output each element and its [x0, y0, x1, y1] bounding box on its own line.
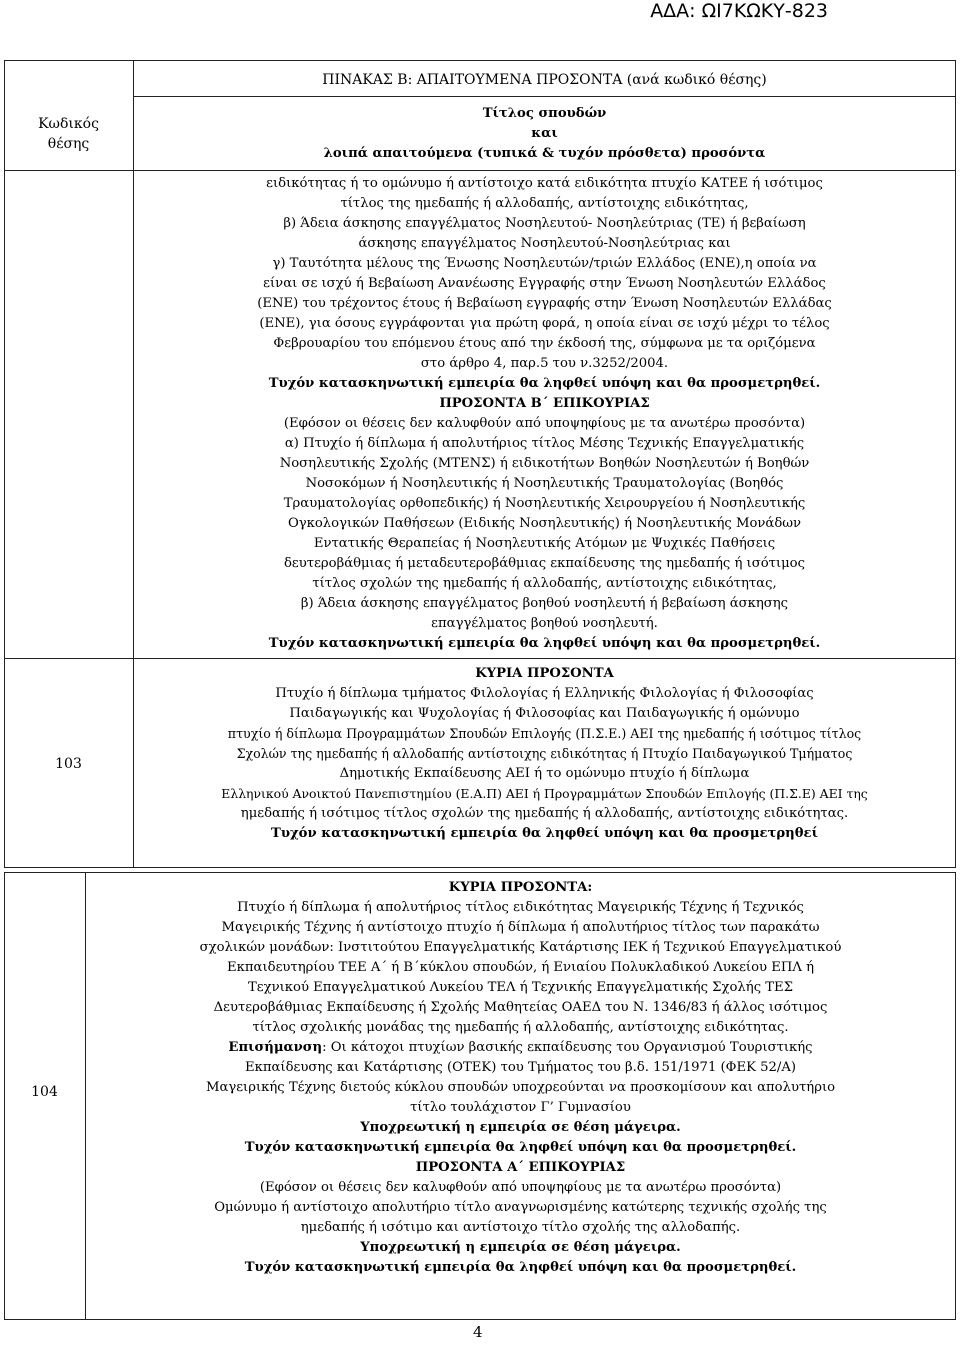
text-line: α) Πτυχίο ή δίπλωμα ή απολυτήριος τίτλος Μέσης Τεχνικής Επαγγελματικής [284, 436, 805, 451]
text-line: επαγγέλματος βοηθού νοσηλευτή. [431, 616, 658, 631]
text-line: (Εφόσον οι θέσεις δεν καλυφθούν από υποψηφίους με τα ανωτέρω προσόντα) [283, 416, 806, 431]
text-line: ημεδαπής ή ισότιμος τίτλος σχολών της ημεδαπής ή αλλοδαπής, αντίστοιχης ειδικότητας. [240, 806, 849, 821]
section-heading: ΚΥΡΙΑ ΠΡΟΣΟΝΤΑ [475, 666, 614, 681]
text-line: Ελληνικού Ανοικτού Πανεπιστημίου (Ε.Α.Π) ΑΕΙ ή Προγραμμάτων Σπουδών Επιλογής (Π.Σ.Ε) ΑΕΙ της [221, 786, 868, 801]
bold-note: Τυχόν κατασκηνωτική εμπειρία θα ληφθεί υπόψη και θα προσμετρηθεί [271, 826, 818, 841]
text-line: στο άρθρο 4, παρ.5 του ν.3252/2004. [420, 356, 669, 371]
text-line: πτυχίο ή δίπλωμα Προγραμμάτων Σπουδών Επιλογής (Π.Σ.Ε.) ΑΕΙ της ημεδαπής ή ισότιμος τίτλος [227, 726, 862, 741]
text-line: β) Άδεια άσκησης επαγγέλματος Νοσηλευτού- Νοσηλεύτριας (ΤΕ) ή βεβαίωση [283, 216, 806, 231]
text-line: Εκπαίδευσης και Κατάρτισης (ΟΤΕΚ) του Τμήματος του β.δ. 151/1971 (ΦΕΚ 52/Α) [244, 1060, 797, 1075]
text-line: Μαγειρικής Τέχνης διετούς κύκλου σπουδών υποχρεούνται να προσκομίσουν και απολυτήριο [205, 1080, 836, 1095]
col-header-line1: Τίτλος σπουδών [482, 106, 607, 121]
text-line: άσκησης επαγγέλματος Νοσηλευτού-Νοσηλεύτριας και [358, 236, 731, 251]
col-qualifications-header [133, 104, 956, 164]
header-row-divider [4, 170, 956, 171]
section-heading: ΠΡΟΣΟΝΤΑ Α΄ ΕΠΙΚΟΥΡΙΑΣ [415, 1160, 626, 1175]
section-heading: ΠΡΟΣΟΝΤΑ Β΄ ΕΠΙΚΟΥΡΙΑΣ [439, 396, 650, 411]
text-line: Τεχνικού Επαγγελματικού Λυκείου ΤΕΛ ή Τεχνικής Επαγγελματικής Σχολής ΤΕΣ [247, 980, 794, 995]
text-line: ειδικότητας ή το ομώνυμο ή αντίστοιχο κατά ειδικότητα πτυχίο ΚΑΤΕΕ ή ισότιμος [266, 176, 823, 191]
bold-note: Τυχόν κατασκηνωτική εμπειρία θα ληφθεί υπόψη και θα προσμετρηθεί. [268, 636, 821, 651]
text-line: τίτλος σχολικής μονάδας της ημεδαπής ή αλλοδαπής, αντίστοιχης ειδικότητας. [252, 1020, 789, 1035]
bold-note: Τυχόν κατασκηνωτική εμπειρία θα ληφθεί υπόψη και θα προσμετρηθεί. [268, 376, 821, 391]
text-line: είναι σε ισχύ ή Βεβαίωση Ανανέωσης Εγγραφής στην Ένωση Νοσηλευτών Ελλάδος [263, 276, 826, 291]
text-line: Εκπαιδευτηρίου ΤΕΕ Α΄ ή Β΄κύκλου σπουδών, ή Ενιαίου Πολυκλαδικού Λυκείου ΕΠΛ ή [227, 960, 814, 975]
ada-code: ΑΔΑ: ΩΙ7ΚΩΚΥ-823 [650, 0, 828, 22]
text-line: (Εφόσον οι θέσεις δεν καλυφθούν από υποψηφίους με τα ανωτέρω προσόντα) [259, 1180, 782, 1195]
text-line: τίτλο τουλάχιστον Γ’ Γυμνασίου [410, 1100, 631, 1115]
bold-note: Υποχρεωτική η εμπειρία σε θέση μάγειρα. [360, 1120, 681, 1135]
text-line: (ΕΝΕ), για όσους εγγράφονται για πρώτη φορά, η οποία είναι σε ισχύ μέχρι το τέλος [259, 316, 830, 331]
col-code-header-line1: Κωδικός [38, 116, 99, 132]
note-label: Επισήμανση [228, 1040, 323, 1055]
note-line [85, 1038, 956, 1058]
requirements-table [4, 60, 956, 1320]
bold-note: Τυχόν κατασκηνωτική εμπειρία θα ληφθεί υπόψη και θα προσμετρηθεί. [244, 1140, 797, 1155]
text-line: β) Άδεια άσκησης επαγγέλματος βοηθού νοσηλευτή ή βεβαίωση άσκησης [300, 596, 789, 611]
text-line: Μαγειρικής Τέχνης ή αντίστοιχο πτυχίο ή δίπλωμα ή απολυτήριος τίτλος των παρακάτω [221, 920, 820, 935]
bold-note: Τυχόν κατασκηνωτική εμπειρία θα ληφθεί υπόψη και θα προσμετρηθεί. [244, 1260, 797, 1275]
col-header-line3: λοιπά απαιτούμενα (τυπικά & τυχόν πρόσθετα) προσόντα [323, 146, 766, 161]
text-line: Ογκολογικών Παθήσεων (Ειδικής Νοσηλευτικής) ή Νοσηλευτικής Μονάδων [287, 516, 802, 531]
text-line: δευτεροβάθμιας ή μεταδευτεροβάθμιας εκπαίδευσης της ημεδαπής ή ισότιμος [283, 556, 806, 571]
text-line: Δευτεροβάθμιας Εκπαίδευσης ή Σχολής Μαθητείας ΟΑΕΔ του Ν. 1346/83 ή άλλος ισότιμος [213, 1000, 828, 1015]
bold-note: Υποχρεωτική η εμπειρία σε θέση μάγειρα. [360, 1240, 681, 1255]
title-row-divider [133, 96, 956, 97]
text-line: Νοσοκόμων ή Νοσηλευτικής ή Νοσηλευτικής Τραυματολογίας (Βοηθός [305, 476, 784, 491]
col-code-header-line2: θέσης [47, 136, 90, 152]
text-line: Παιδαγωγικής και Ψυχολογίας ή Φιλοσοφίας και Παιδαγωγικής ή ομώνυμο [289, 706, 800, 721]
col-header-line2: και [531, 126, 558, 141]
position-code: 104 [31, 1084, 58, 1100]
page-number: 4 [473, 1323, 483, 1341]
text-line: ημεδαπής ή ισότιμο και αντίστοιχο τίτλο σχολής της αλλοδαπής. [300, 1220, 741, 1235]
row-103-content [133, 664, 956, 844]
text-line: Σχολών της ημεδαπής ή αλλοδαπής αντίστοιχης ειδικότητας ή Πτυχίο Παιδαγωγικού Τμήματος [236, 746, 853, 761]
text-line: Δημοτικής Εκπαίδευσης ΑΕΙ ή το ομώνυμο πτυχίο ή δίπλωμα [339, 766, 750, 781]
table-title: ΠΙΝΑΚΑΣ Β: ΑΠΑΙΤΟΥΜΕΝΑ ΠΡΟΣΟΝΤΑ (ανά κωδικό θέσης) [322, 72, 767, 88]
text-line: τίτλος σχολών της ημεδαπής ή αλλοδαπής, αντίστοιχης ειδικότητας, [312, 576, 777, 591]
text-line: Φεβρουαρίου του επόμενου έτους από την έκδοσή της, σύμφωνα με τα οριζόμενα [273, 336, 816, 351]
text-line: Τραυματολογίας ορθοπεδικής) ή Νοσηλευτικής Χειρουργείου ή Νοσηλευτικής [283, 496, 806, 511]
text-line: γ) Ταυτότητα μέλους της Ένωσης Νοσηλευτών/τριών Ελλάδος (ΕΝΕ),η οποία να [272, 256, 817, 271]
text-line: σχολικών μονάδων: Ινστιτούτου Επαγγελματικής Κατάρτισης ΙΕΚ ή Τεχνικού Επαγγελματικού [199, 940, 842, 955]
col-code-header [4, 114, 133, 154]
note-text: : Οι κάτοχοι πτυχίων βασικής εκπαίδευσης του Οργανισμού Τουριστικής [322, 1040, 813, 1055]
text-line: (ΕΝΕ) του τρέχοντος έτους ή Βεβαίωση εγγραφής στην Ένωση Νοσηλευτών Ελλάδας [257, 296, 832, 311]
row-prev-content [133, 174, 956, 654]
text-line: Νοσηλευτικής Σχολής (ΜΤΕΝΣ) ή ειδικοτήτων Βοηθών Νοσηλευτών ή Βοηθών [279, 456, 810, 471]
text-line: Ομώνυμο ή αντίστοιχο απολυτήριο τίτλο αναγνωρισμένης κατώτερης τεχνικής σχολής της [214, 1200, 827, 1215]
row-104-content [85, 878, 956, 1278]
text-line: Πτυχίο ή δίπλωμα ή απολυτήριος τίτλος ειδικότητας Μαγειρικής Τέχνης ή Τεχνικός [237, 900, 804, 915]
text-line: τίτλος της ημεδαπής ή αλλοδαπής, αντίστοιχης ειδικότητας, [340, 196, 749, 211]
text-line: Εντατικής Θεραπείας ή Νοσηλευτικής Ατόμων με Ψυχικές Παθήσεις [313, 536, 776, 551]
position-code: 103 [55, 756, 82, 772]
section-heading: ΚΥΡΙΑ ΠΡΟΣΟΝΤΑ: [448, 880, 593, 895]
row-divider-103 [4, 658, 956, 659]
text-line: Πτυχίο ή δίπλωμα τμήματος Φιλολογίας ή Ελληνικής Φιλολογίας ή Φιλοσοφίας [275, 686, 814, 701]
